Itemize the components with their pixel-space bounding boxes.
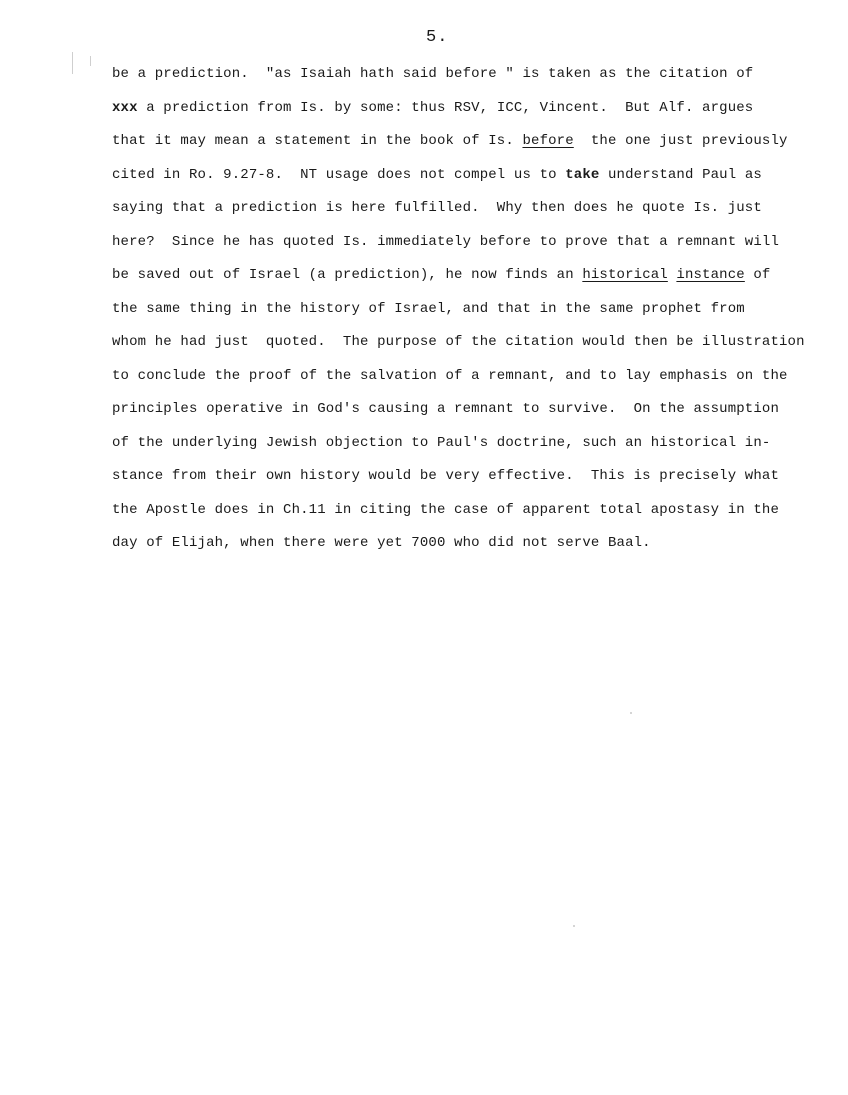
text-segment: to conclude the proof of the salvation of a remnant, and to lay emphasis on the — [112, 367, 788, 384]
text-segment: here? Since he has quoted Is. immediately before to prove that a remnant will — [112, 233, 780, 250]
text-segment: cited in Ro. 9.27-8. NT usage does not compel us to — [112, 166, 566, 183]
margin-mark — [90, 56, 93, 66]
text-line — [112, 162, 812, 196]
text-segment: principles operative in God's causing a remnant to survive. On the assumption — [112, 401, 780, 417]
text-segment: a prediction from Is. by some: thus RSV, ICC, Vincent. But Alf. argues — [137, 99, 754, 116]
text-segment: stance from their own history would be very effective. This is precisely what — [112, 468, 780, 484]
text-segment: of — [744, 267, 771, 283]
text-segment: that it may mean a statement in the book of Is. — [112, 133, 523, 149]
text-segment: the one just previously — [573, 133, 788, 149]
text-segment: day of Elijah, when there were yet 7000 who did not serve Baal. — [112, 535, 651, 551]
text-segment: of the underlying Jewish objection to Paul's doctrine, such an historical in- — [112, 434, 771, 451]
text-line — [112, 229, 812, 263]
text-line — [112, 128, 812, 162]
text-segment: the same thing in the history of Israel, and that in the same prophet from — [112, 300, 745, 317]
text-line — [112, 296, 812, 330]
struck-text: xxx — [112, 99, 138, 116]
text-line — [112, 61, 812, 95]
text-segment: understand Paul as — [599, 166, 762, 183]
underlined-text: before — [522, 133, 574, 149]
margin-mark — [72, 52, 75, 74]
text-segment: saying that a prediction is here fulfilled. Why then does he quote Is. just — [112, 200, 762, 216]
text-line — [112, 396, 812, 430]
text-segment: be saved out of Israel (a prediction), he now finds an — [112, 267, 583, 283]
text-line — [112, 363, 812, 397]
text-line — [112, 329, 812, 363]
text-line — [112, 262, 812, 296]
text-line — [112, 497, 812, 531]
text-line — [112, 530, 812, 564]
underlined-text: instance — [676, 267, 745, 283]
paper-speck — [630, 712, 632, 714]
struck-text: take — [565, 166, 600, 183]
text-line — [112, 95, 812, 129]
text-segment: whom he had just quoted. The purpose of the citation would then be illustration — [112, 334, 805, 350]
text-segment: be a prediction. "as Isaiah hath said before " is taken as the citation of — [112, 66, 754, 82]
underlined-text: historical — [582, 267, 668, 283]
typed-paragraph — [112, 61, 812, 564]
paper-speck — [573, 925, 575, 927]
text-segment: the Apostle does in Ch.11 in citing the case of apparent total apostasy in the — [112, 501, 780, 518]
text-line — [112, 195, 812, 229]
text-line — [112, 430, 812, 464]
text-line — [112, 463, 812, 497]
page-number: 5. — [426, 28, 449, 47]
